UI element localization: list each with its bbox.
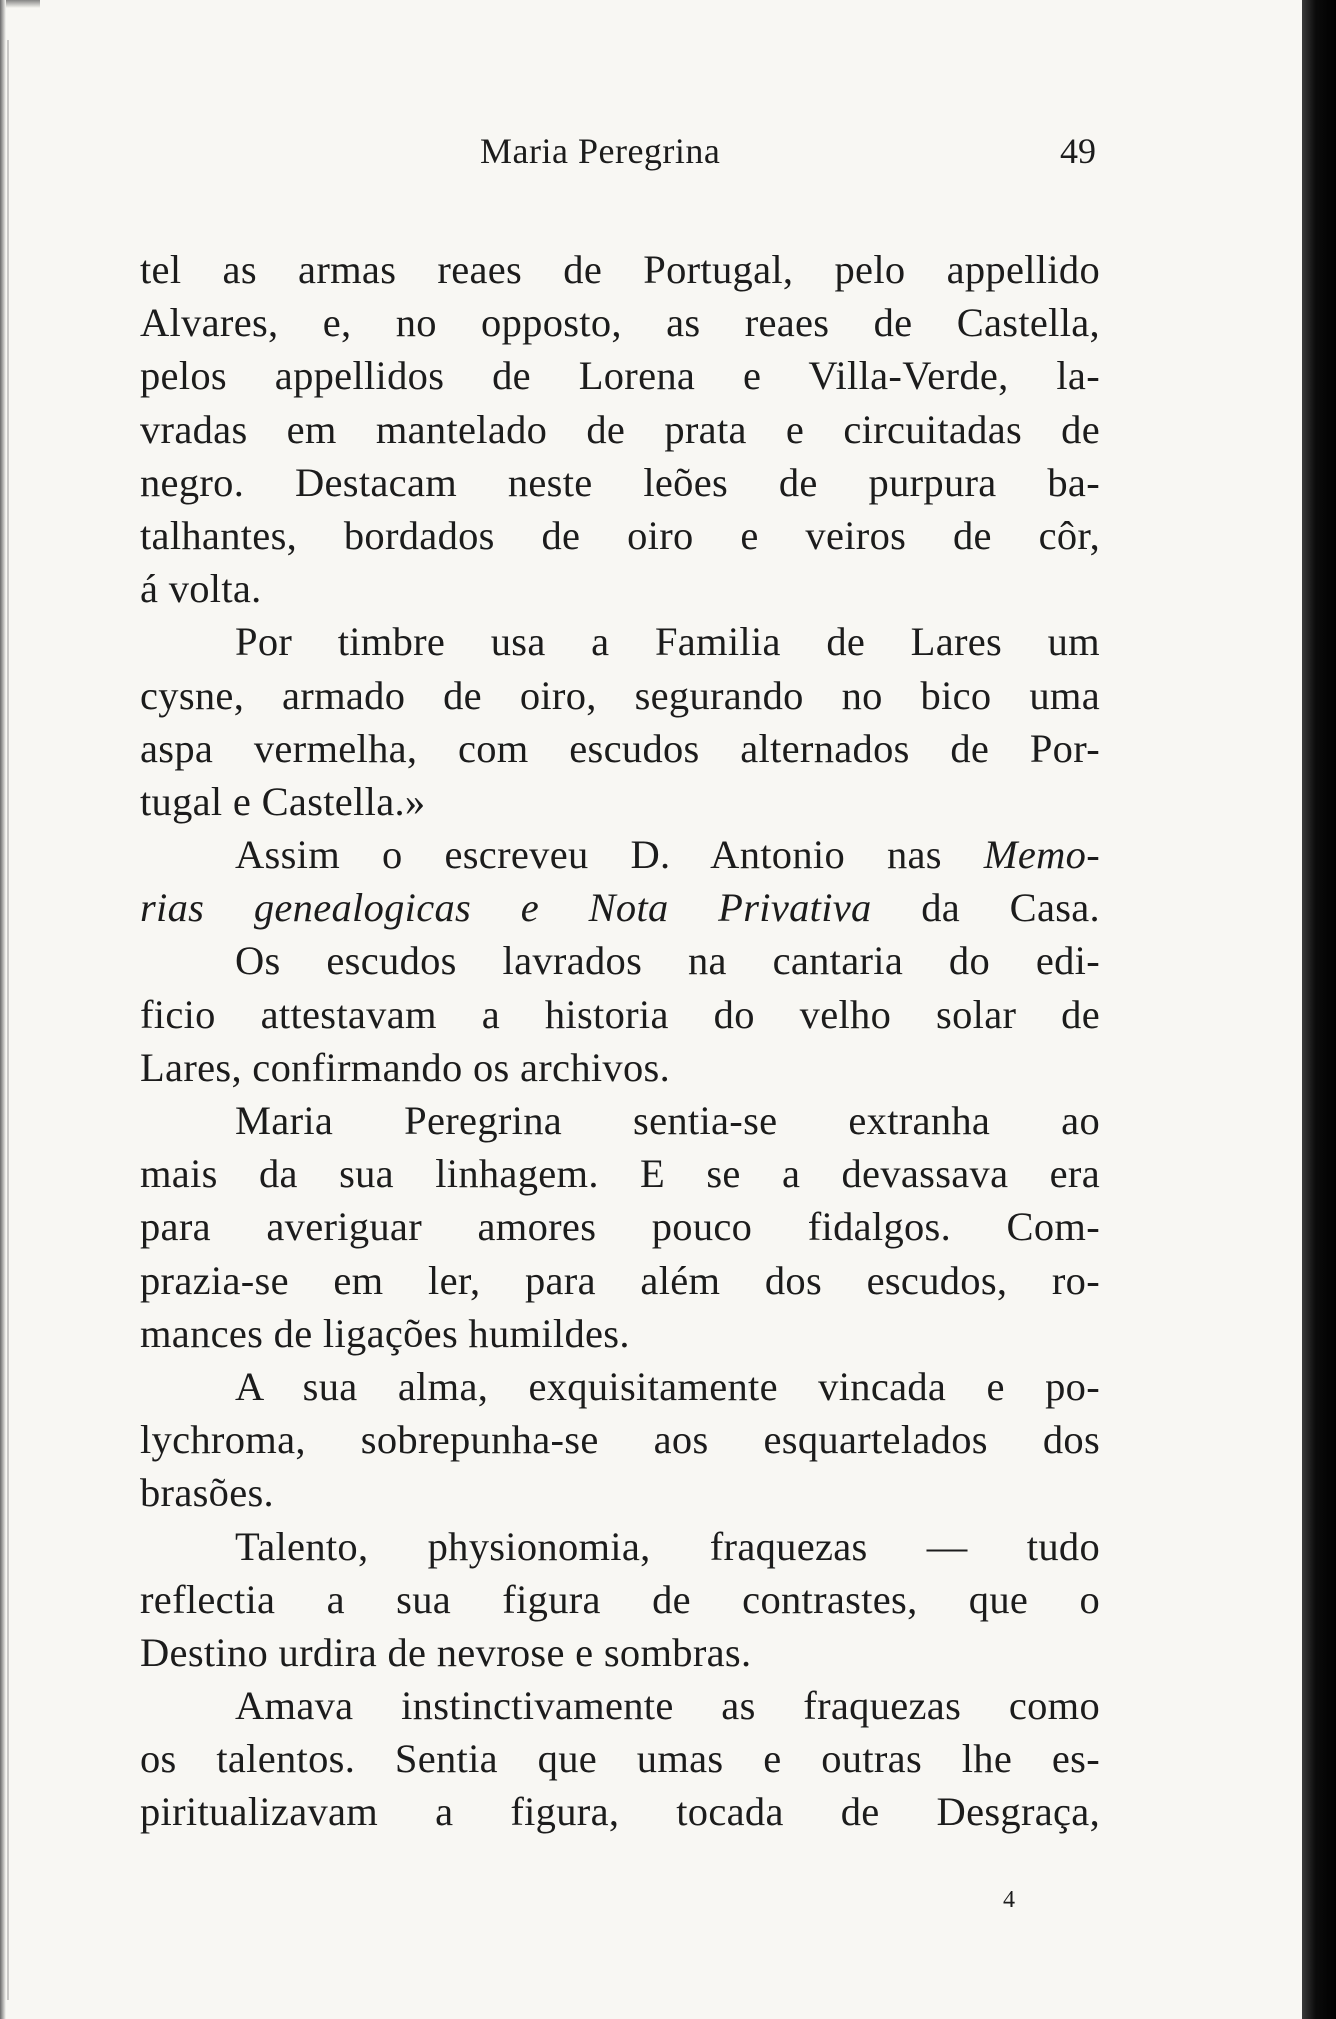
text-line: negro. Destacam neste leões de purpura ba-	[140, 459, 1100, 505]
text-line: Maria Peregrina sentia-se extranha ao	[235, 1098, 1100, 1143]
text-line: prazia-se em ler, para além dos escudos, ro-	[140, 1257, 1100, 1303]
text-line: vradas em mantelado de prata e circuitadas de	[140, 406, 1100, 452]
text-line: cysne, armado de oiro, segurando no bico uma	[140, 672, 1100, 718]
body-text	[140, 243, 1100, 1839]
text-segment: Assim o escreveu D. Antonio nas	[235, 832, 942, 878]
text-line: mances de ligações humildes.	[140, 1310, 630, 1356]
text-line: reflectia a sua figura de contrastes, que o	[140, 1576, 1100, 1622]
page-header	[140, 130, 1100, 180]
text-line: á volta.	[140, 566, 262, 612]
text-line: Alvares, e, no opposto, as reaes de Castella,	[140, 300, 1100, 346]
scan-corner-mark	[0, 0, 40, 8]
text-line: Lares, confirmando os archivos.	[140, 1044, 671, 1090]
text-line: lychroma, sobrepunha-se aos esquartelados dos	[140, 1417, 1100, 1463]
running-title: Maria Peregrina	[480, 131, 721, 171]
italic-segment: Memo-	[983, 832, 1100, 878]
text-line: talhantes, bordados de oiro e veiros de côr,	[140, 512, 1100, 558]
text-line: ficio attestavam a historia do velho solar de	[140, 991, 1100, 1037]
text-line: Os escudos lavrados na cantaria do edi-	[235, 938, 1100, 984]
page-number: 49	[1060, 131, 1096, 171]
text-line: A sua alma, exquisitamente vincada e po-	[235, 1363, 1100, 1409]
text-line: Por timbre usa a Familia de Lares um	[235, 619, 1100, 665]
text-line: Destino urdira de nevrose e sombras.	[140, 1629, 752, 1675]
text-segment: da Casa.	[921, 885, 1100, 931]
text-line: piritualizavam a figura, tocada de Desgraça,	[140, 1789, 1100, 1835]
text-line: tel as armas reaes de Portugal, pelo appellido	[140, 247, 1100, 292]
text-line: brasões.	[140, 1470, 274, 1516]
text-line: mais da sua linhagem. E se a devassava era	[140, 1151, 1100, 1197]
scan-left-line	[7, 40, 9, 2000]
signature-mark: 4	[1003, 1887, 1015, 1913]
text-line: os talentos. Sentia que umas e outras lhe es-	[140, 1736, 1100, 1782]
text-line: aspa vermelha, com escudos alternados de Por-	[140, 725, 1100, 771]
text-line: tugal e Castella.»	[140, 778, 426, 824]
text-line	[140, 881, 1100, 934]
text-line	[140, 828, 1100, 881]
text-line: Amava instinctivamente as fraquezas como	[235, 1683, 1100, 1729]
italic-segment: rias genealogicas e Nota Privativa	[140, 885, 872, 931]
text-line: para averiguar amores pouco fidalgos. Com-	[140, 1204, 1100, 1250]
scan-left-edge	[0, 0, 6, 2019]
text-line: Talento, physionomia, fraquezas — tudo	[235, 1523, 1100, 1569]
text-line: pelos appellidos de Lorena e Villa-Verde, la-	[140, 353, 1100, 399]
scan-right-edge	[1302, 0, 1336, 2019]
